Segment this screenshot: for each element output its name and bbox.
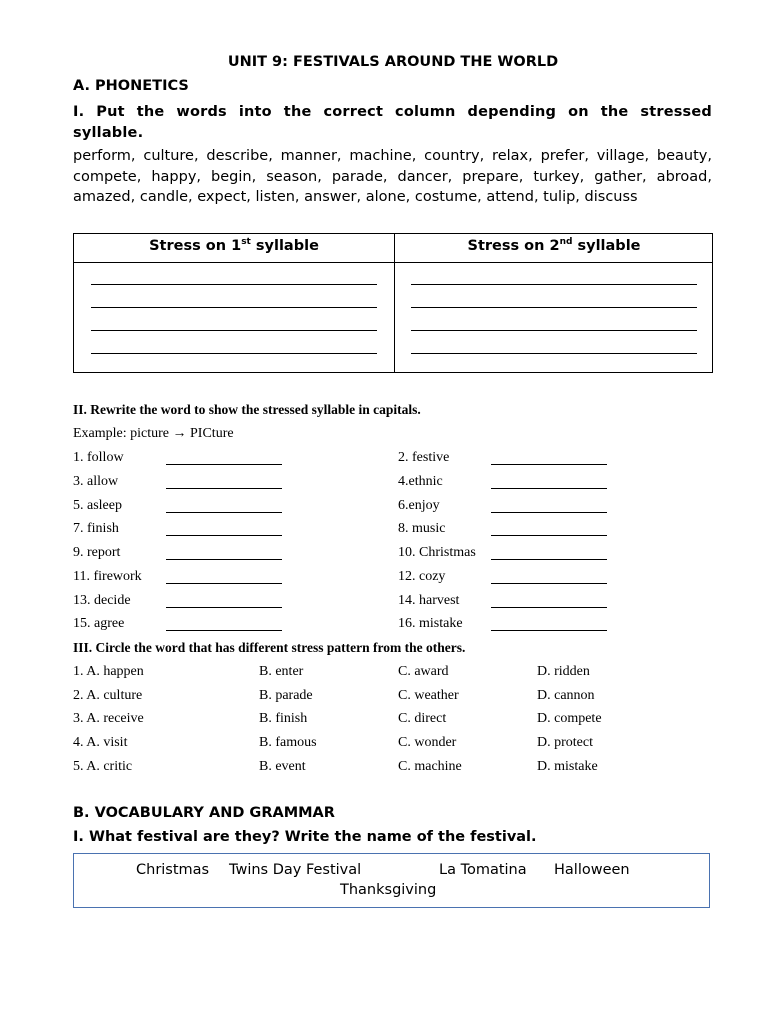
answer-blank[interactable] [166, 452, 282, 465]
answer-blank[interactable] [411, 353, 697, 354]
choice-option[interactable]: B. parade [259, 688, 313, 703]
choice-option[interactable]: 3. A. receive [73, 711, 144, 726]
answer-blank[interactable] [166, 547, 282, 560]
rewrite-item: 2. festive [398, 450, 450, 465]
choice-option[interactable]: B. famous [259, 735, 317, 750]
answer-blank[interactable] [91, 330, 377, 331]
answer-blank[interactable] [166, 595, 282, 608]
choice-option[interactable]: D. mistake [537, 759, 598, 774]
answer-blank[interactable] [411, 330, 697, 331]
rewrite-item: 14. harvest [398, 593, 460, 608]
festival-word: Christmas [136, 862, 210, 878]
answer-blank[interactable] [491, 500, 607, 513]
answer-blank[interactable] [166, 476, 282, 489]
section-a-heading: A. PHONETICS [73, 78, 189, 94]
choice-option[interactable]: D. cannon [537, 688, 595, 703]
rewrite-item: 4.ethnic [398, 474, 443, 489]
answer-blank[interactable] [166, 618, 282, 631]
choice-option[interactable]: D. compete [537, 711, 602, 726]
rewrite-item: 12. cozy [398, 569, 446, 584]
rewrite-item: 11. firework [73, 569, 142, 584]
choice-option[interactable]: B. event [259, 759, 306, 774]
choice-option[interactable]: C. award [398, 664, 449, 679]
rewrite-item: 5. asleep [73, 498, 122, 513]
answer-blank[interactable] [491, 547, 607, 560]
header-divider [74, 262, 712, 263]
answer-blank[interactable] [491, 523, 607, 536]
festival-word: Twins Day Festival [229, 862, 362, 878]
word-list: perform, culture, describe, manner, machine, country, relax, prefer, village, beauty, compete, happy, begin, season, parade, dancer, prepare, turkey, gather, abroad, amazed, candle, expect, listen, answer, alone, costume, attend, tulip, discuss [73, 148, 712, 205]
choice-option[interactable]: D. ridden [537, 664, 590, 679]
rewrite-item: 7. finish [73, 521, 119, 536]
rewrite-item: 13. decide [73, 593, 131, 608]
answer-blank[interactable] [166, 500, 282, 513]
choice-option[interactable]: C. direct [398, 711, 447, 726]
column-header-second-syllable: Stress on 2nd syllable [467, 237, 641, 254]
rewrite-item: 10. Christmas [398, 545, 476, 560]
answer-blank[interactable] [491, 571, 607, 584]
choice-option[interactable]: D. protect [537, 735, 593, 750]
choice-option[interactable]: C. weather [398, 688, 459, 703]
choice-option[interactable]: 5. A. critic [73, 759, 133, 774]
part3-instruction: III. Circle the word that has different stress pattern from the others. [73, 640, 466, 655]
festival-word: La Tomatina [439, 862, 527, 878]
answer-blank[interactable] [91, 353, 377, 354]
answer-blank[interactable] [491, 476, 607, 489]
answer-blank[interactable] [491, 618, 607, 631]
festival-word: Thanksgiving [340, 882, 437, 898]
choice-option[interactable]: B. enter [259, 664, 304, 679]
vocab-part1-instruction: I. What festival are they? Write the name of the festival. [73, 829, 537, 845]
answer-blank[interactable] [91, 284, 377, 285]
column-header-first-syllable: Stress on 1st syllable [149, 237, 319, 254]
page-title: UNIT 9: FESTIVALS AROUND THE WORLD [227, 54, 559, 70]
answer-blank[interactable] [411, 284, 697, 285]
rewrite-item: 3. allow [73, 474, 119, 489]
rewrite-item: 6.enjoy [398, 498, 440, 513]
answer-blank[interactable] [166, 523, 282, 536]
answer-blank[interactable] [491, 452, 607, 465]
rewrite-item: 8. music [398, 521, 446, 536]
choice-option[interactable]: C. wonder [398, 735, 457, 750]
answer-blank[interactable] [411, 307, 697, 308]
choice-option[interactable]: C. machine [398, 759, 462, 774]
answer-blank[interactable] [166, 571, 282, 584]
choice-option[interactable]: B. finish [259, 711, 308, 726]
answer-blank[interactable] [91, 307, 377, 308]
section-b-heading: B. VOCABULARY AND GRAMMAR [73, 805, 335, 821]
festival-word-box [73, 853, 710, 908]
rewrite-item: 16. mistake [398, 616, 463, 631]
answer-blank[interactable] [491, 595, 607, 608]
part2-example: Example: picture → PICture [73, 426, 234, 441]
part1-instruction: I. Put the words into the correct column depending on the stressed syllable. [73, 104, 712, 141]
choice-option[interactable]: 4. A. visit [73, 735, 128, 750]
part2-instruction: II. Rewrite the word to show the stressed syllable in capitals. [73, 402, 421, 417]
festival-word: Halloween [554, 862, 630, 878]
rewrite-item: 9. report [73, 545, 121, 560]
choice-option[interactable]: 1. A. happen [73, 664, 144, 679]
stress-table [73, 233, 713, 373]
choice-option[interactable]: 2. A. culture [73, 688, 143, 703]
column-divider [394, 234, 395, 372]
rewrite-item: 15. agree [73, 616, 125, 631]
rewrite-item: 1. follow [73, 450, 124, 465]
